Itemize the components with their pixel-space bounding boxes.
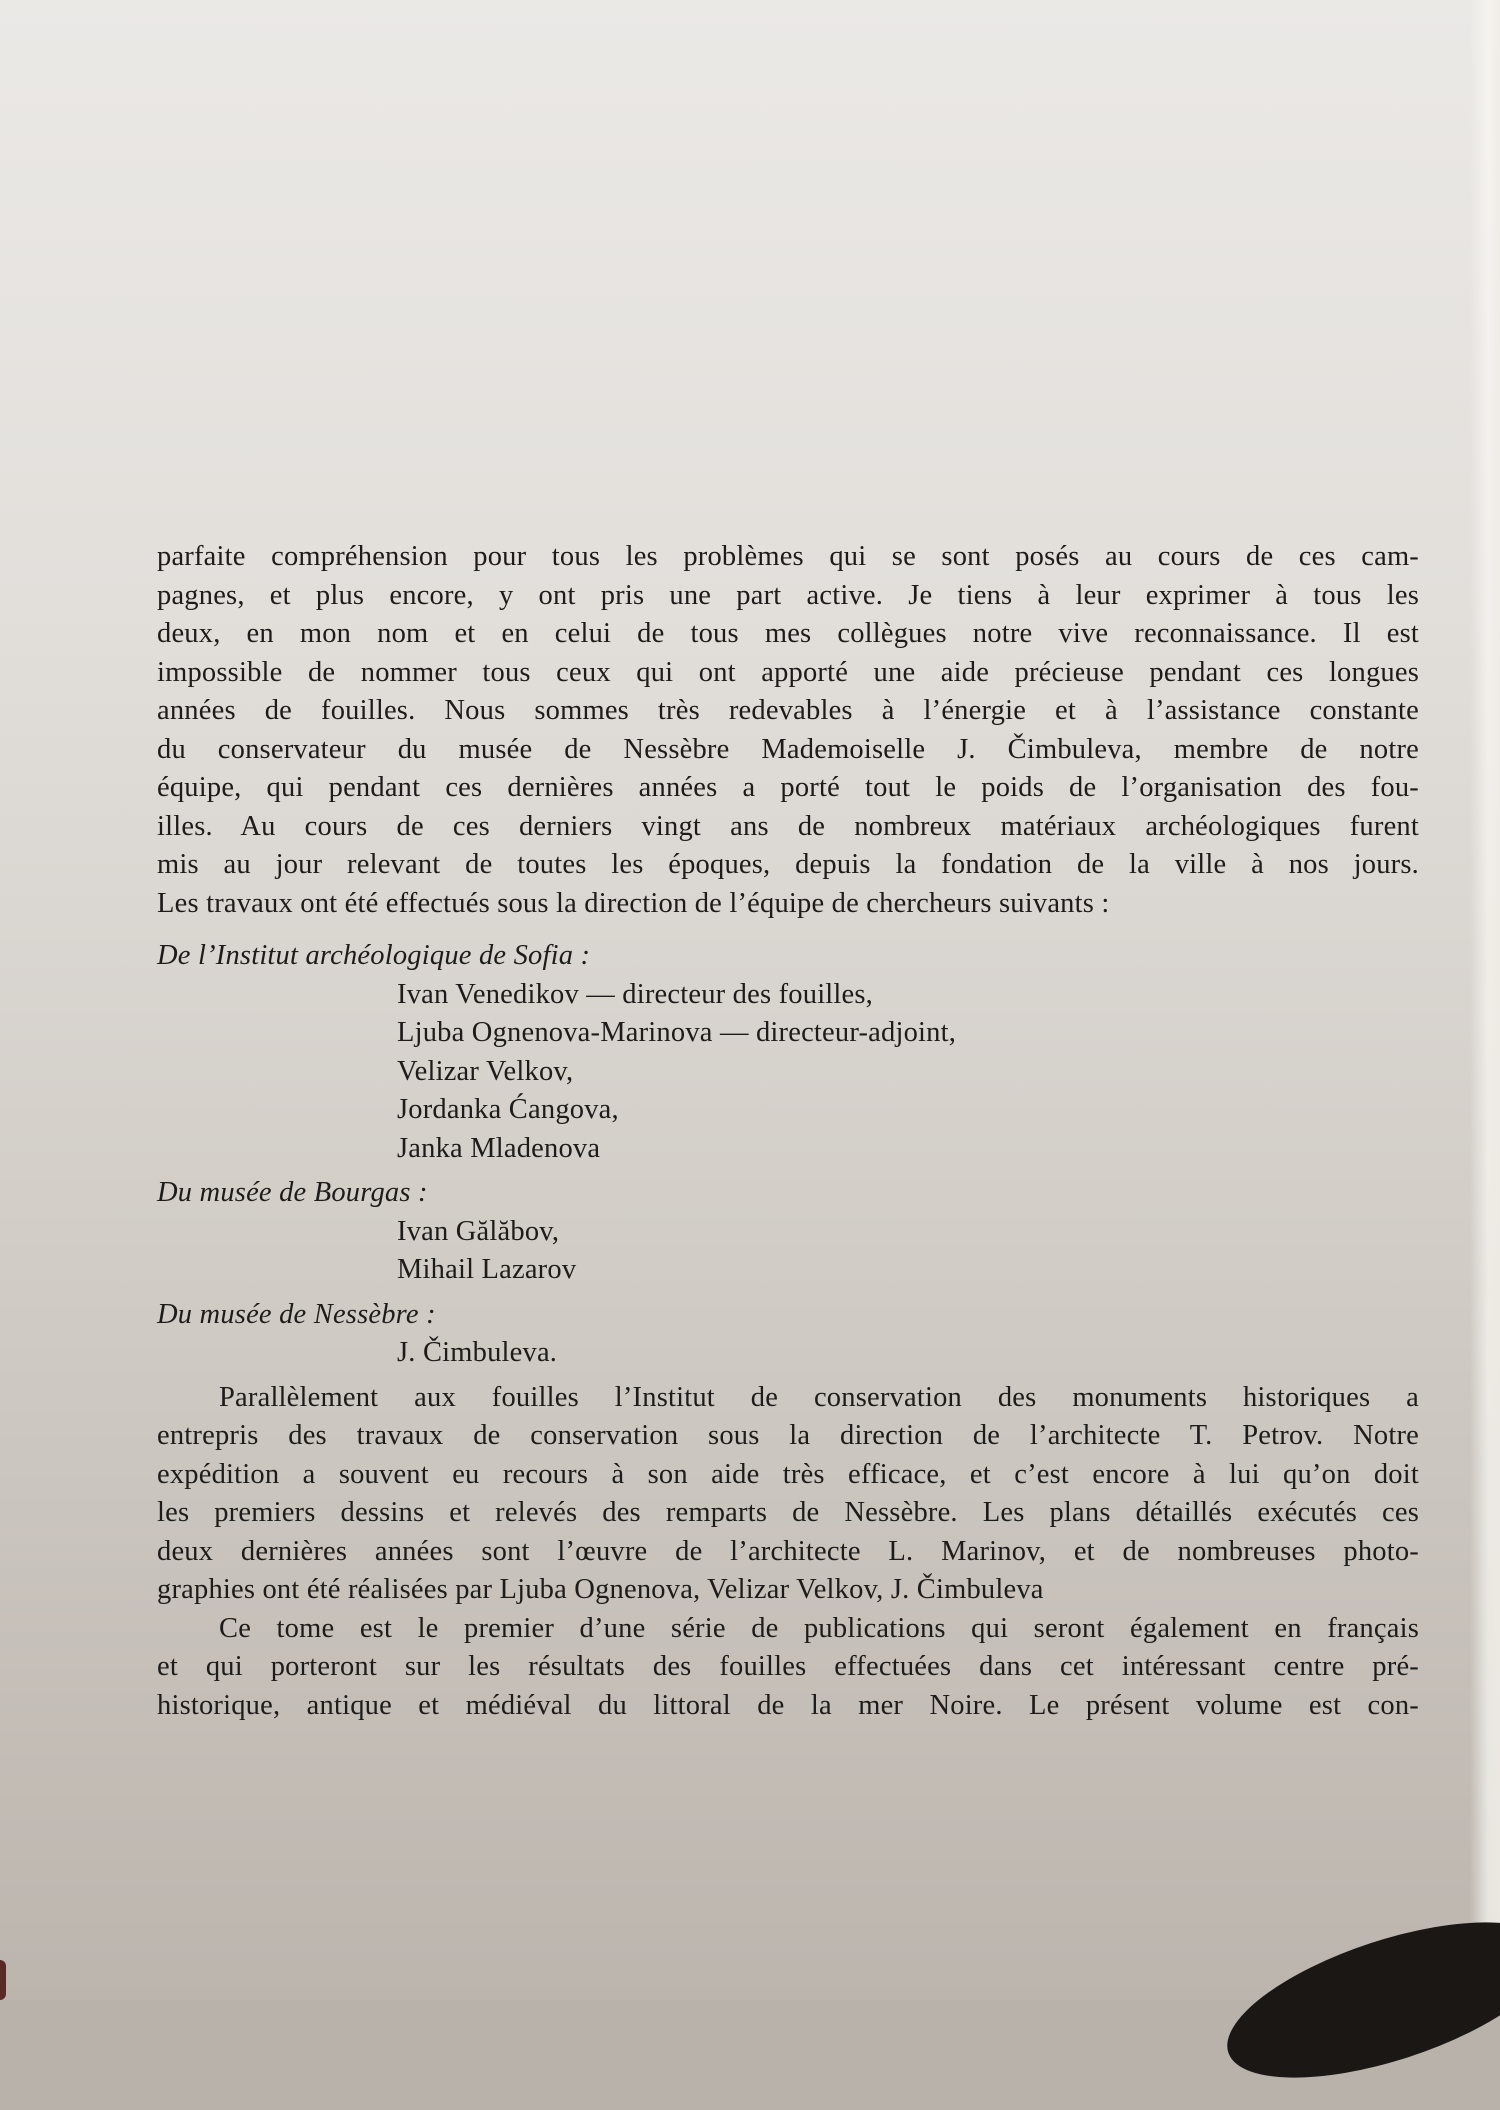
- team-group-heading: Du musée de Bourgas :: [157, 1177, 428, 1208]
- text-line: deux dernières années sont l’œuvre de l’architecte L. Marinov, et de nombreuses photo-: [157, 1535, 1419, 1567]
- text-line: historique, antique et médiéval du littoral de la mer Noire. Le présent volume est con-: [157, 1689, 1419, 1721]
- text-line: années de fouilles. Nous sommes très redevables à l’énergie et à l’assistance constante: [157, 695, 1419, 726]
- text-line: deux, en mon nom et en celui de tous mes collègues notre vive reconnaissance. Il est: [157, 618, 1419, 649]
- team-group-heading: Du musée de Nessèbre :: [157, 1298, 436, 1330]
- team-member: Ivan Gălăbov,: [397, 1215, 560, 1247]
- text-line: et qui porteront sur les résultats des fouilles effectuées dans cet intéressant centre pré-: [157, 1651, 1419, 1682]
- text-line: Ce tome est le premier d’une série de publications qui seront également en français: [219, 1612, 1419, 1644]
- publication-paragraph: [157, 1610, 1419, 1726]
- text-line: mis au jour relevant de toutes les époques, depuis la fondation de la ville à nos jours.: [157, 849, 1419, 880]
- page-edge-highlight: [1470, 0, 1500, 2000]
- team-group-nessebre-museum: [157, 1296, 1419, 1373]
- research-team-list: [157, 937, 1419, 1373]
- team-members: [157, 976, 1419, 1169]
- text-line: expédition a souvent eu recours à son aide très efficace, et c’est encore à lui qu’on doit: [157, 1458, 1419, 1490]
- intro-paragraph: [157, 538, 1419, 923]
- text-line: les premiers dessins et relevés des remparts de Nessèbre. Les plans détaillés exécutés ces: [157, 1497, 1419, 1528]
- text-line: pagnes, et plus encore, y ont pris une part active. Je tiens à leur exprimer à tous les: [157, 579, 1419, 611]
- text-line: Parallèlement aux fouilles l’Institut de conservation des monuments historiques a: [219, 1381, 1419, 1413]
- page-text: [157, 538, 1419, 1725]
- text-line: Les travaux ont été effectués sous la direction de l’équipe de chercheurs suivants :: [157, 887, 1110, 919]
- team-member: Janka Mladenova: [397, 1132, 601, 1164]
- team-member: Mihail Lazarov: [397, 1254, 577, 1285]
- team-member: Ljuba Ognenova-Marinova — directeur-adjoint,: [397, 1017, 957, 1048]
- text-line: du conservateur du musée de Nessèbre Mademoiselle J. Čimbuleva, membre de notre: [157, 733, 1419, 765]
- text-line: parfaite compréhension pour tous les problèmes qui se sont posés au cours de ces cam-: [157, 541, 1419, 572]
- team-member: Velizar Velkov,: [397, 1055, 574, 1087]
- team-group-bourgas-museum: [157, 1174, 1419, 1290]
- text-line: impossible de nommer tous ceux qui ont apporté une aide précieuse pendant ces longues: [157, 656, 1419, 688]
- team-members: [157, 1213, 1419, 1290]
- corner-fabric: [0, 1960, 6, 2000]
- team-member: Ivan Venedikov — directeur des fouilles,: [397, 978, 874, 1010]
- team-member: J. Čimbuleva.: [397, 1337, 558, 1368]
- team-member: Jordanka Ćangova,: [397, 1094, 619, 1125]
- team-members: [157, 1334, 1419, 1373]
- conservation-paragraph: [157, 1379, 1419, 1610]
- text-line: graphies ont été réalisées par Ljuba Ognenova, Velizar Velkov, J. Čimbuleva: [157, 1574, 1044, 1605]
- team-group-sofia-institute: [157, 937, 1419, 1168]
- team-group-heading: De l’Institut archéologique de Sofia :: [157, 940, 591, 971]
- text-line: entrepris des travaux de conservation sous la direction de l’architecte T. Petrov. Notre: [157, 1420, 1419, 1451]
- text-line: illes. Au cours de ces derniers vingt ans de nombreux matériaux archéologiques furent: [157, 810, 1419, 842]
- text-line: équipe, qui pendant ces dernières années a porté tout le poids de l’organisation des fou-: [157, 772, 1419, 803]
